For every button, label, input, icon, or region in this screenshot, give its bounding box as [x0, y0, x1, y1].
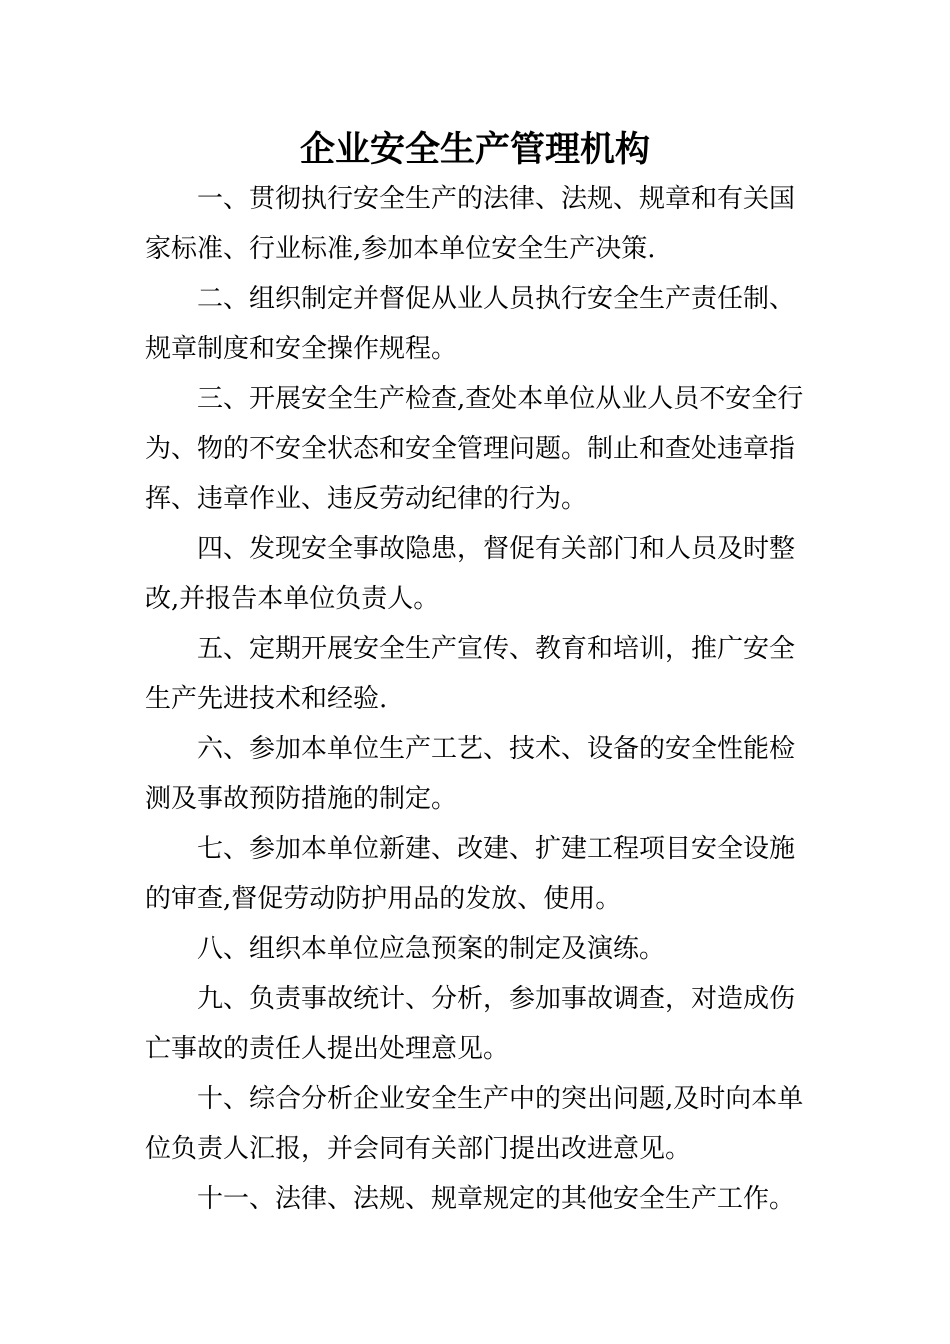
document-title: 企业安全生产管理机构 — [299, 129, 650, 170]
paragraph-8: 八、组织本单位应急预案的制定及演练。 — [197, 934, 666, 964]
document-body — [145, 174, 810, 1224]
paragraph-4: 四、发现安全事故隐患，督促有关部门和人员及时整改,并报告本单位负责人。 — [145, 534, 796, 614]
paragraph-7: 七、参加本单位新建、改建、扩建工程项目安全设施的审查,督促劳动防护用品的发放、使用。 — [145, 834, 796, 914]
paragraph-2: 二、组织制定并督促从业人员执行安全生产责任制、规章制度和安全操作规程。 — [145, 284, 796, 364]
paragraph-5: 五、定期开展安全生产宣传、教育和培训，推广安全生产先进技术和经验. — [145, 634, 796, 714]
paragraph-1: 一、贯彻执行安全生产的法律、法规、规章和有关国家标准、行业标准,参加本单位安全生产决策. — [145, 184, 796, 264]
paragraph-9: 九、负责事故统计、分析，参加事故调查，对造成伤亡事故的责任人提出处理意见。 — [145, 984, 796, 1064]
paragraph-11: 十一、法律、法规、规章规定的其他安全生产工作。 — [197, 1184, 796, 1214]
paragraph-6: 六、参加本单位生产工艺、技术、设备的安全性能检测及事故预防措施的制定。 — [145, 734, 796, 814]
paragraph-10: 十、综合分析企业安全生产中的突出问题,及时向本单位负责人汇报，并会同有关部门提出改进意见。 — [145, 1084, 804, 1164]
paragraph-3: 三、开展安全生产检查,查处本单位从业人员不安全行为、物的不安全状态和安全管理问题。制止和查处违章指挥、违章作业、违反劳动纪律的行为。 — [145, 384, 804, 514]
